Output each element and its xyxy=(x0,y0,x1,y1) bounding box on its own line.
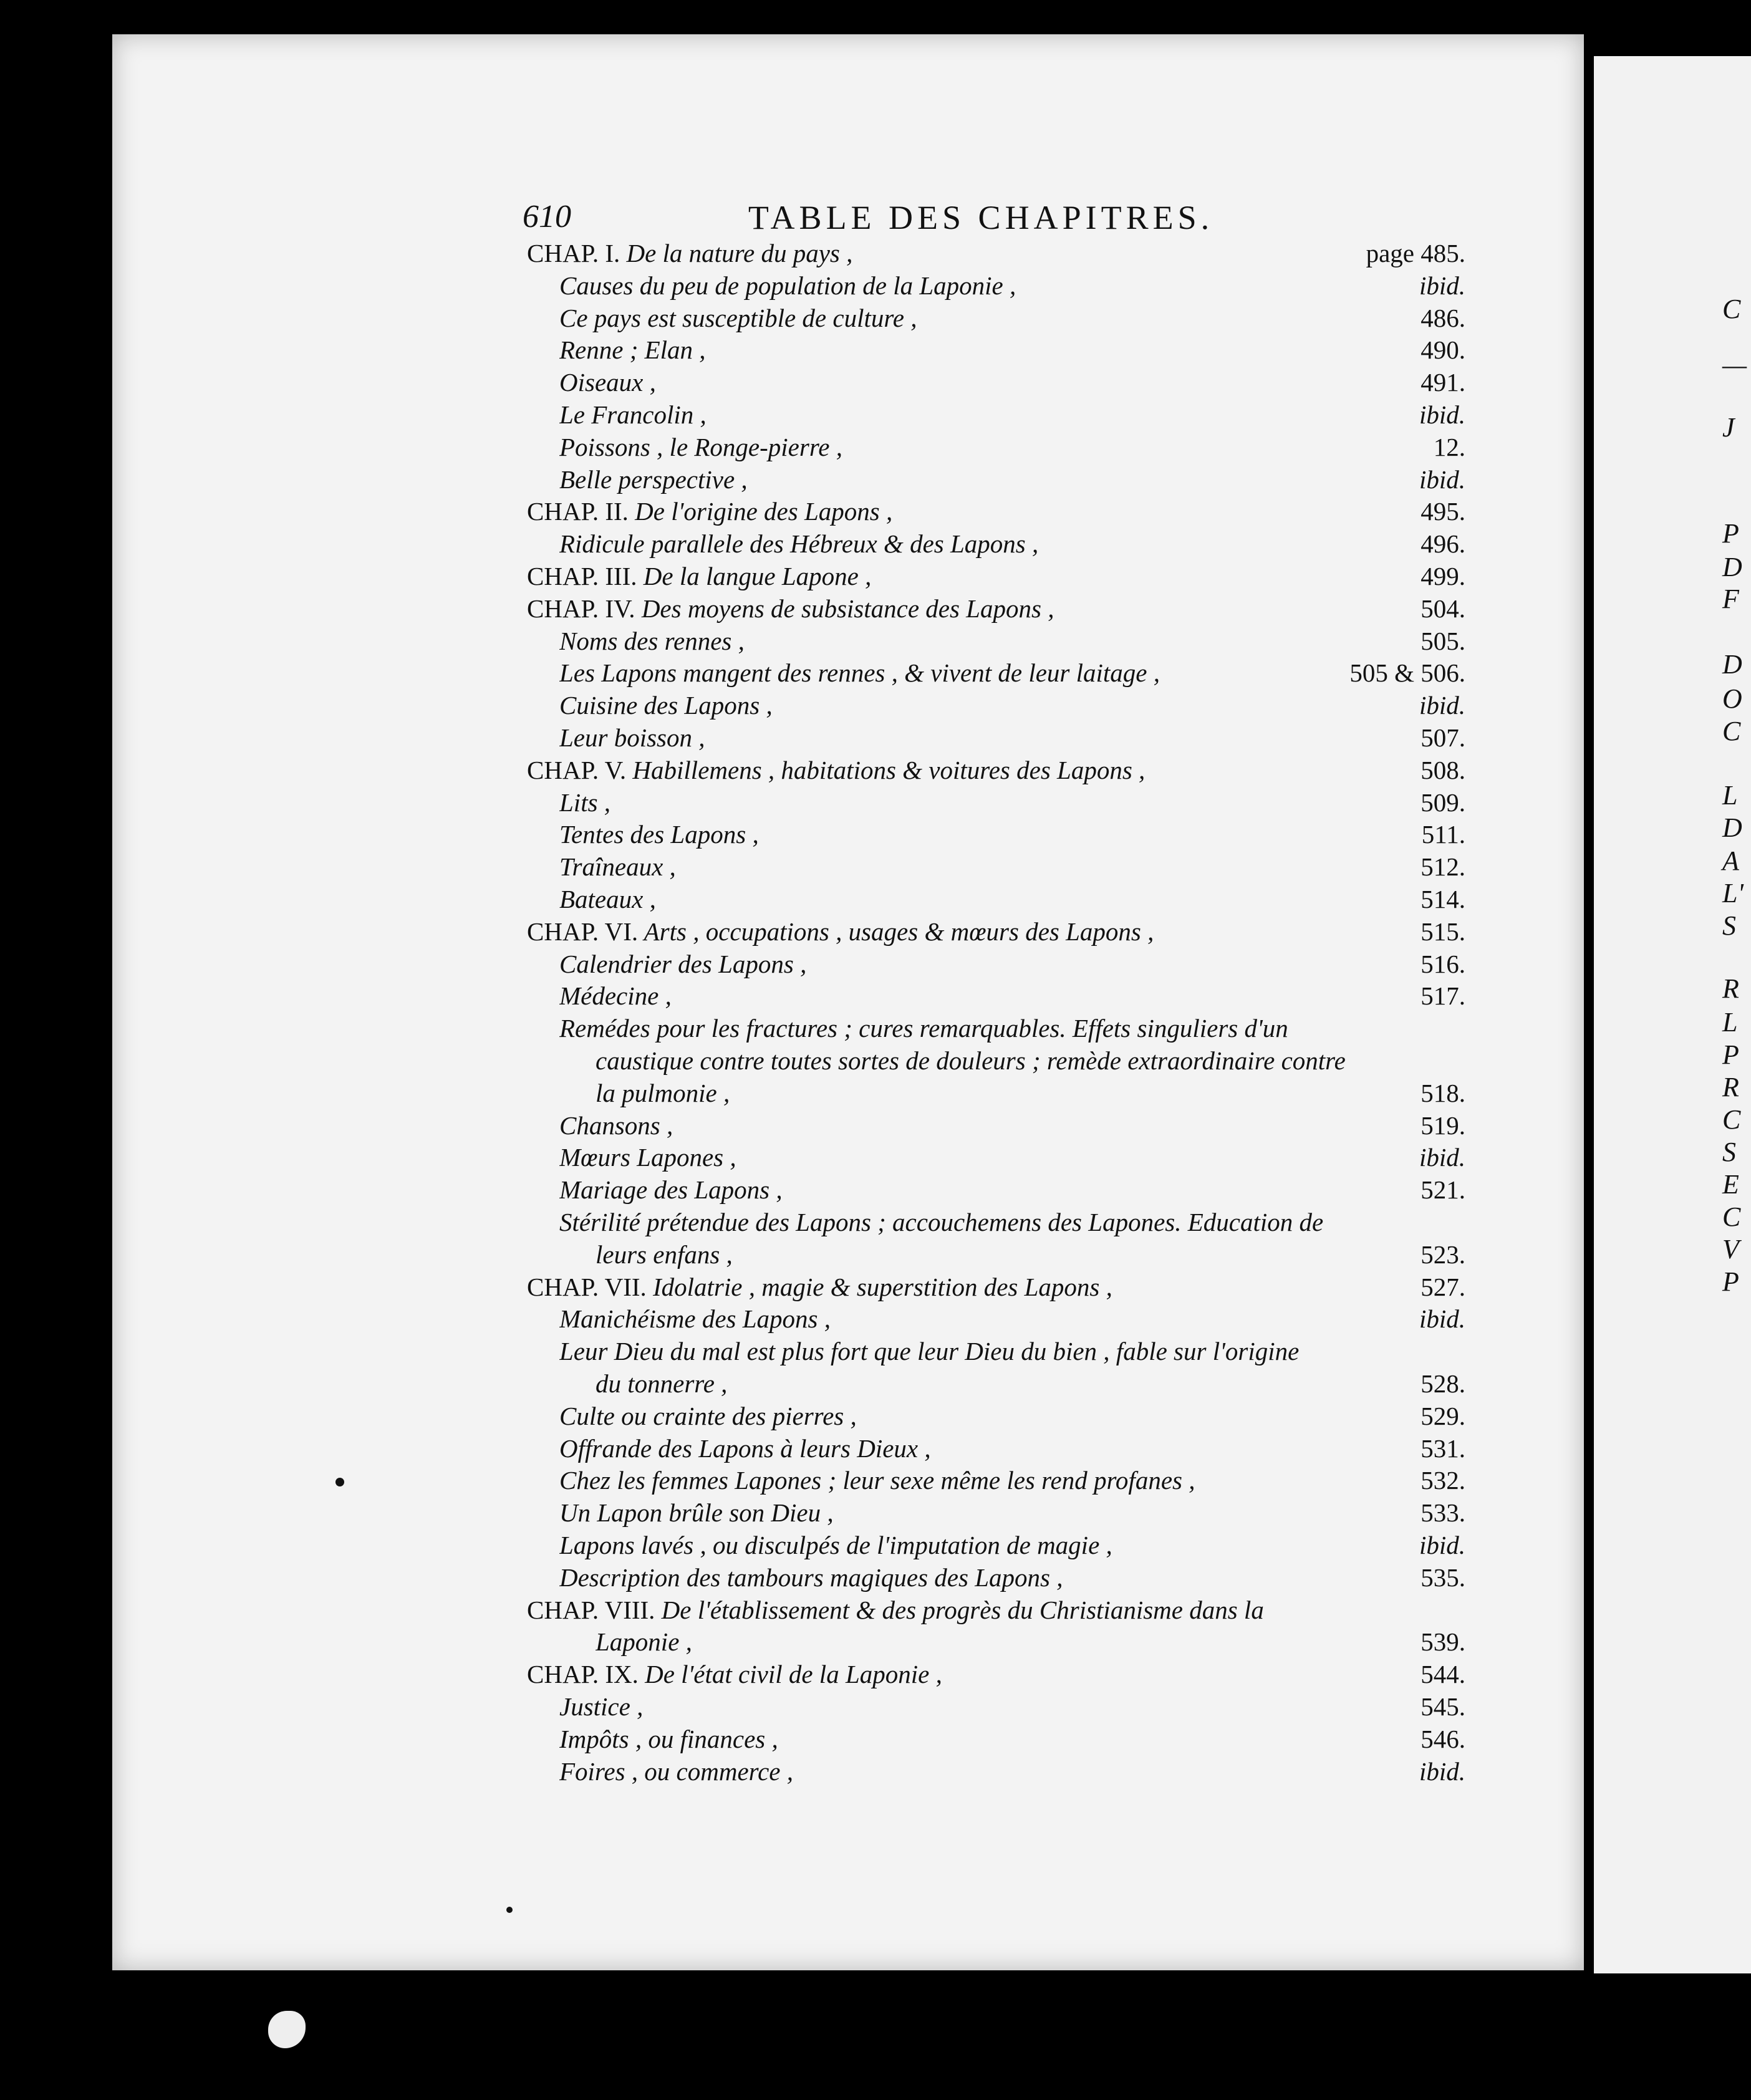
entry-text: Culte ou crainte des pierres , xyxy=(559,1402,857,1430)
toc-row xyxy=(527,1013,1465,1046)
toc-row xyxy=(527,1659,1465,1692)
toc-entry xyxy=(559,1530,1376,1560)
entry-text: Traîneaux , xyxy=(559,852,676,881)
toc-entry xyxy=(559,1498,1376,1528)
toc-entry xyxy=(559,658,1376,688)
entry-text: Chansons , xyxy=(559,1111,673,1140)
toc-row xyxy=(527,1530,1465,1563)
entry-text: Laponie , xyxy=(596,1627,692,1656)
toc-entry xyxy=(559,367,1376,397)
toc-row xyxy=(527,271,1465,303)
toc-row xyxy=(527,1433,1465,1466)
toc-entry xyxy=(559,1336,1376,1366)
page-ref: 511. xyxy=(1421,820,1465,849)
page-ref: 532. xyxy=(1421,1466,1465,1495)
toc-row xyxy=(527,1078,1465,1110)
toc-row xyxy=(527,1692,1465,1724)
toc-row xyxy=(527,1498,1465,1530)
entry-text: Arts , occupations , usages & mœurs des Lapons , xyxy=(644,917,1154,946)
toc-row xyxy=(527,723,1465,755)
toc-entry xyxy=(559,400,1376,430)
page-ref: 535. xyxy=(1421,1563,1465,1592)
toc-row xyxy=(527,1207,1465,1240)
toc-entry xyxy=(596,1627,1375,1657)
facing-glyph: E xyxy=(1722,1169,1739,1200)
toc-entry xyxy=(559,1401,1376,1431)
toc-row xyxy=(527,1304,1465,1336)
page-ref: 505. xyxy=(1421,627,1465,655)
facing-glyph: O xyxy=(1722,683,1742,714)
page-ref: 504. xyxy=(1421,594,1465,623)
page-number: 610 xyxy=(523,199,571,234)
toc-entry xyxy=(527,917,1375,946)
entry-text: Description des tambours magiques des Lapons , xyxy=(559,1563,1063,1592)
entry-text: Manichéisme des Lapons , xyxy=(559,1304,831,1333)
entry-text: De la nature du pays , xyxy=(626,239,853,267)
page-ref: ibid. xyxy=(1419,1757,1465,1786)
toc-row xyxy=(527,1046,1465,1078)
toc-entry xyxy=(559,432,1376,462)
chapter-label: CHAP. II. xyxy=(527,497,629,526)
entry-text: Oiseaux , xyxy=(559,368,656,397)
entry-text: Poissons , le Ronge-pierre , xyxy=(559,433,842,461)
page-ref: 486. xyxy=(1421,304,1465,332)
facing-glyph: D xyxy=(1722,812,1742,843)
toc-row xyxy=(527,819,1465,852)
toc-row xyxy=(527,335,1465,367)
page-ref: 496. xyxy=(1421,529,1465,558)
toc-entry xyxy=(559,1304,1376,1334)
chapter-label: CHAP. III. xyxy=(527,562,637,590)
page-ref: 517. xyxy=(1421,981,1465,1010)
entry-text: Ridicule parallele des Hébreux & des Lapons , xyxy=(559,529,1039,558)
page-ref: ibid. xyxy=(1419,400,1465,429)
page-ref: 529. xyxy=(1421,1402,1465,1430)
entry-text: Calendrier des Lapons , xyxy=(559,950,807,978)
toc-row xyxy=(527,1142,1465,1175)
page-ref: 508. xyxy=(1421,756,1465,784)
toc-entry xyxy=(527,561,1375,591)
toc-row xyxy=(527,1272,1465,1304)
toc-row xyxy=(527,1595,1465,1627)
page-ref: 527. xyxy=(1421,1273,1465,1301)
entry-text: De l'établissement & des progrès du Christianisme dans la xyxy=(661,1596,1264,1624)
entry-text: Remédes pour les fractures ; cures remarquables. Effets singuliers d'un xyxy=(559,1014,1288,1043)
entry-text: Mariage des Lapons , xyxy=(559,1175,783,1204)
entry-text: Cuisine des Lapons , xyxy=(559,691,773,720)
toc-entry xyxy=(559,335,1376,365)
page-ref: 499. xyxy=(1421,562,1465,590)
page-ref: 545. xyxy=(1421,1692,1465,1721)
toc-entry xyxy=(559,1013,1376,1043)
entry-text: Ce pays est susceptible de culture , xyxy=(559,304,917,332)
facing-glyph: P xyxy=(1722,1266,1739,1297)
toc-row xyxy=(527,658,1465,690)
page-ref: 539. xyxy=(1421,1627,1465,1656)
toc-row xyxy=(527,852,1465,884)
toc-entry xyxy=(559,271,1376,301)
toc-row xyxy=(527,367,1465,400)
toc-row xyxy=(527,788,1465,820)
toc-row xyxy=(527,1563,1465,1595)
chapter-label: CHAP. I. xyxy=(527,239,620,267)
page-ref: ibid. xyxy=(1419,691,1465,720)
toc-entry xyxy=(559,1110,1376,1140)
scan-artifact xyxy=(268,2011,306,2048)
facing-glyph: A xyxy=(1722,845,1739,876)
entry-text: Offrande des Lapons à leurs Dieux , xyxy=(559,1434,931,1463)
page-ref: 505 & 506. xyxy=(1349,658,1465,687)
toc-row xyxy=(527,1756,1465,1789)
entry-text: Habillemens , habitations & voitures des Lapons , xyxy=(632,756,1146,784)
entry-text: Belle perspective , xyxy=(559,465,748,494)
toc-row xyxy=(527,917,1465,949)
page-ref: 495. xyxy=(1421,497,1465,526)
chapter-label: CHAP. IV. xyxy=(527,594,635,623)
entry-text: De la langue Lapone , xyxy=(643,562,872,590)
page-header xyxy=(523,198,1271,242)
toc-entry xyxy=(559,852,1376,882)
toc-row xyxy=(527,949,1465,981)
toc-row xyxy=(527,561,1465,594)
entry-text: Tentes des Lapons , xyxy=(559,820,759,849)
page-ref: ibid. xyxy=(1419,271,1465,300)
toc-row xyxy=(527,1724,1465,1756)
toc-entry xyxy=(559,529,1376,559)
ink-speck xyxy=(506,1907,513,1913)
toc-entry xyxy=(559,626,1376,656)
page-ref: 533. xyxy=(1421,1498,1465,1527)
toc-row xyxy=(527,1110,1465,1143)
entry-text: Chez les femmes Lapones ; leur sexe même les rend profanes , xyxy=(559,1466,1195,1495)
facing-glyph: — xyxy=(1722,350,1747,380)
page-ref: 519. xyxy=(1421,1111,1465,1140)
toc-entry xyxy=(527,1659,1375,1689)
toc-row xyxy=(527,1401,1465,1433)
toc-row xyxy=(527,981,1465,1013)
page-ref: 531. xyxy=(1421,1434,1465,1463)
toc-row xyxy=(527,755,1465,788)
toc-entry xyxy=(559,1563,1376,1592)
facing-glyph: C xyxy=(1722,716,1741,746)
chapter-label: CHAP. V. xyxy=(527,756,627,784)
toc-entry xyxy=(559,1756,1376,1786)
entry-text: Foires , ou commerce , xyxy=(559,1757,793,1786)
facing-glyph: D xyxy=(1722,552,1742,582)
entry-text: Des moyens de subsistance des Lapons , xyxy=(641,594,1054,623)
toc-entry xyxy=(527,755,1375,785)
toc-row xyxy=(527,690,1465,723)
page-ref: 523. xyxy=(1421,1240,1465,1269)
entry-text: caustique contre toutes sortes de douleurs ; remède extraordinaire contre xyxy=(596,1046,1346,1075)
entry-text: du tonnerre , xyxy=(596,1369,728,1398)
ink-speck xyxy=(335,1478,344,1486)
toc-entry xyxy=(559,1433,1376,1463)
page-ref: 509. xyxy=(1421,788,1465,817)
toc-entry xyxy=(527,1595,1375,1625)
toc-row xyxy=(527,1336,1465,1369)
toc-entry xyxy=(527,238,1375,268)
entry-text: la pulmonie , xyxy=(596,1079,730,1107)
page-ref: 12. xyxy=(1433,433,1465,461)
toc-entry xyxy=(559,723,1376,753)
toc-row xyxy=(527,529,1465,561)
toc-entry xyxy=(559,819,1376,849)
entry-text: leurs enfans , xyxy=(596,1240,733,1269)
facing-glyph: L' xyxy=(1722,878,1744,908)
toc-entry xyxy=(559,981,1376,1011)
chapter-label: CHAP. IX. xyxy=(527,1660,639,1688)
toc-row xyxy=(527,594,1465,626)
toc-entry xyxy=(527,594,1375,624)
toc-entry xyxy=(559,465,1376,494)
entry-text: Renne ; Elan , xyxy=(559,335,706,364)
toc-row xyxy=(527,496,1465,529)
facing-glyph: L xyxy=(1722,1007,1738,1038)
toc-row xyxy=(527,1240,1465,1272)
page-ref: 491. xyxy=(1421,368,1465,397)
chapter-label: CHAP. VIII. xyxy=(527,1596,655,1624)
entry-text: Bateaux , xyxy=(559,885,656,913)
page-ref: ibid. xyxy=(1419,1531,1465,1559)
entry-text: Justice , xyxy=(559,1692,644,1721)
facing-glyph: S xyxy=(1722,910,1736,941)
facing-glyph: J xyxy=(1722,412,1735,443)
toc-entry xyxy=(559,788,1376,817)
toc-entry xyxy=(559,1142,1376,1172)
entry-text: Noms des rennes , xyxy=(559,627,745,655)
page-ref: 514. xyxy=(1421,885,1465,913)
facing-glyph: D xyxy=(1722,649,1742,680)
toc-entry xyxy=(527,1272,1375,1302)
entry-text: De l'état civil de la Laponie , xyxy=(645,1660,942,1688)
entry-text: Stérilité prétendue des Lapons ; accouchemens des Lapones. Education de xyxy=(559,1208,1324,1236)
chapter-label: CHAP. VI. xyxy=(527,917,639,946)
entry-text: Idolatrie , magie & superstition des Lapons , xyxy=(653,1273,1112,1301)
entry-text: Lapons lavés , ou disculpés de l'imputation de magie , xyxy=(559,1531,1112,1559)
page-ref: ibid. xyxy=(1419,1304,1465,1333)
page-ref: 546. xyxy=(1421,1725,1465,1753)
toc-entry xyxy=(596,1369,1375,1399)
toc-entry xyxy=(559,884,1376,914)
toc-row xyxy=(527,884,1465,917)
page-ref: 490. xyxy=(1421,335,1465,364)
entry-text: Impôts , ou finances , xyxy=(559,1725,778,1753)
toc-row xyxy=(527,626,1465,658)
facing-glyph: P xyxy=(1722,1039,1739,1070)
entry-text: Lits , xyxy=(559,788,611,817)
toc-entry xyxy=(527,496,1375,526)
chapter-label: CHAP. VII. xyxy=(527,1273,647,1301)
entry-text: Le Francolin , xyxy=(559,400,707,429)
entry-text: Mœurs Lapones , xyxy=(559,1143,736,1172)
toc-row xyxy=(527,1465,1465,1498)
facing-glyph: P xyxy=(1722,518,1739,549)
facing-glyph: F xyxy=(1722,584,1739,614)
toc-entry xyxy=(596,1046,1375,1076)
facing-glyph: C xyxy=(1722,1202,1741,1232)
page-ref: ibid. xyxy=(1419,465,1465,494)
facing-glyph: S xyxy=(1722,1137,1736,1167)
toc-entry xyxy=(596,1078,1375,1108)
toc-entry xyxy=(559,1692,1376,1722)
toc-entry xyxy=(559,1465,1376,1495)
page-ref: ibid. xyxy=(1419,1143,1465,1172)
toc-entry xyxy=(559,1207,1376,1237)
toc-entry xyxy=(559,1175,1376,1205)
page-ref: page 485. xyxy=(1366,239,1465,267)
toc-row xyxy=(527,400,1465,432)
toc-entry xyxy=(559,690,1376,720)
entry-text: Un Lapon brûle son Dieu , xyxy=(559,1498,834,1527)
toc-row xyxy=(527,1369,1465,1401)
page-ref: 507. xyxy=(1421,723,1465,752)
page-ref: 528. xyxy=(1421,1369,1465,1398)
entry-text: De l'origine des Lapons , xyxy=(635,497,893,526)
toc-row xyxy=(527,465,1465,497)
facing-glyph: C xyxy=(1722,1104,1741,1135)
page-ref: 518. xyxy=(1421,1079,1465,1107)
page-ref: 521. xyxy=(1421,1175,1465,1204)
page-ref: 516. xyxy=(1421,950,1465,978)
entry-text: Médecine , xyxy=(559,981,672,1010)
entry-text: Les Lapons mangent des rennes , & vivent de leur laitage , xyxy=(559,658,1160,687)
entry-text: Leur Dieu du mal est plus fort que leur Dieu du bien , fable sur l'origine xyxy=(559,1337,1300,1365)
facing-glyph: C xyxy=(1722,294,1741,324)
toc-entry xyxy=(596,1240,1375,1269)
toc-row xyxy=(527,238,1465,271)
running-title: TABLE DES CHAPITRES. xyxy=(748,199,1214,236)
toc-row xyxy=(527,1175,1465,1207)
facing-glyph: L xyxy=(1722,780,1738,811)
toc-row xyxy=(527,303,1465,335)
facing-glyph: R xyxy=(1722,973,1739,1004)
facing-glyph: V xyxy=(1722,1234,1739,1264)
toc-row xyxy=(527,1627,1465,1659)
toc-entry xyxy=(559,1724,1376,1754)
facing-glyph: R xyxy=(1722,1072,1739,1102)
toc-row xyxy=(527,432,1465,465)
toc-entry xyxy=(559,949,1376,979)
page-ref: 544. xyxy=(1421,1660,1465,1688)
page-ref: 515. xyxy=(1421,917,1465,946)
entry-text: Leur boisson , xyxy=(559,723,705,752)
page-ref: 512. xyxy=(1421,852,1465,881)
entry-text: Causes du peu de population de la Laponie , xyxy=(559,271,1016,300)
toc-entry xyxy=(559,303,1376,333)
